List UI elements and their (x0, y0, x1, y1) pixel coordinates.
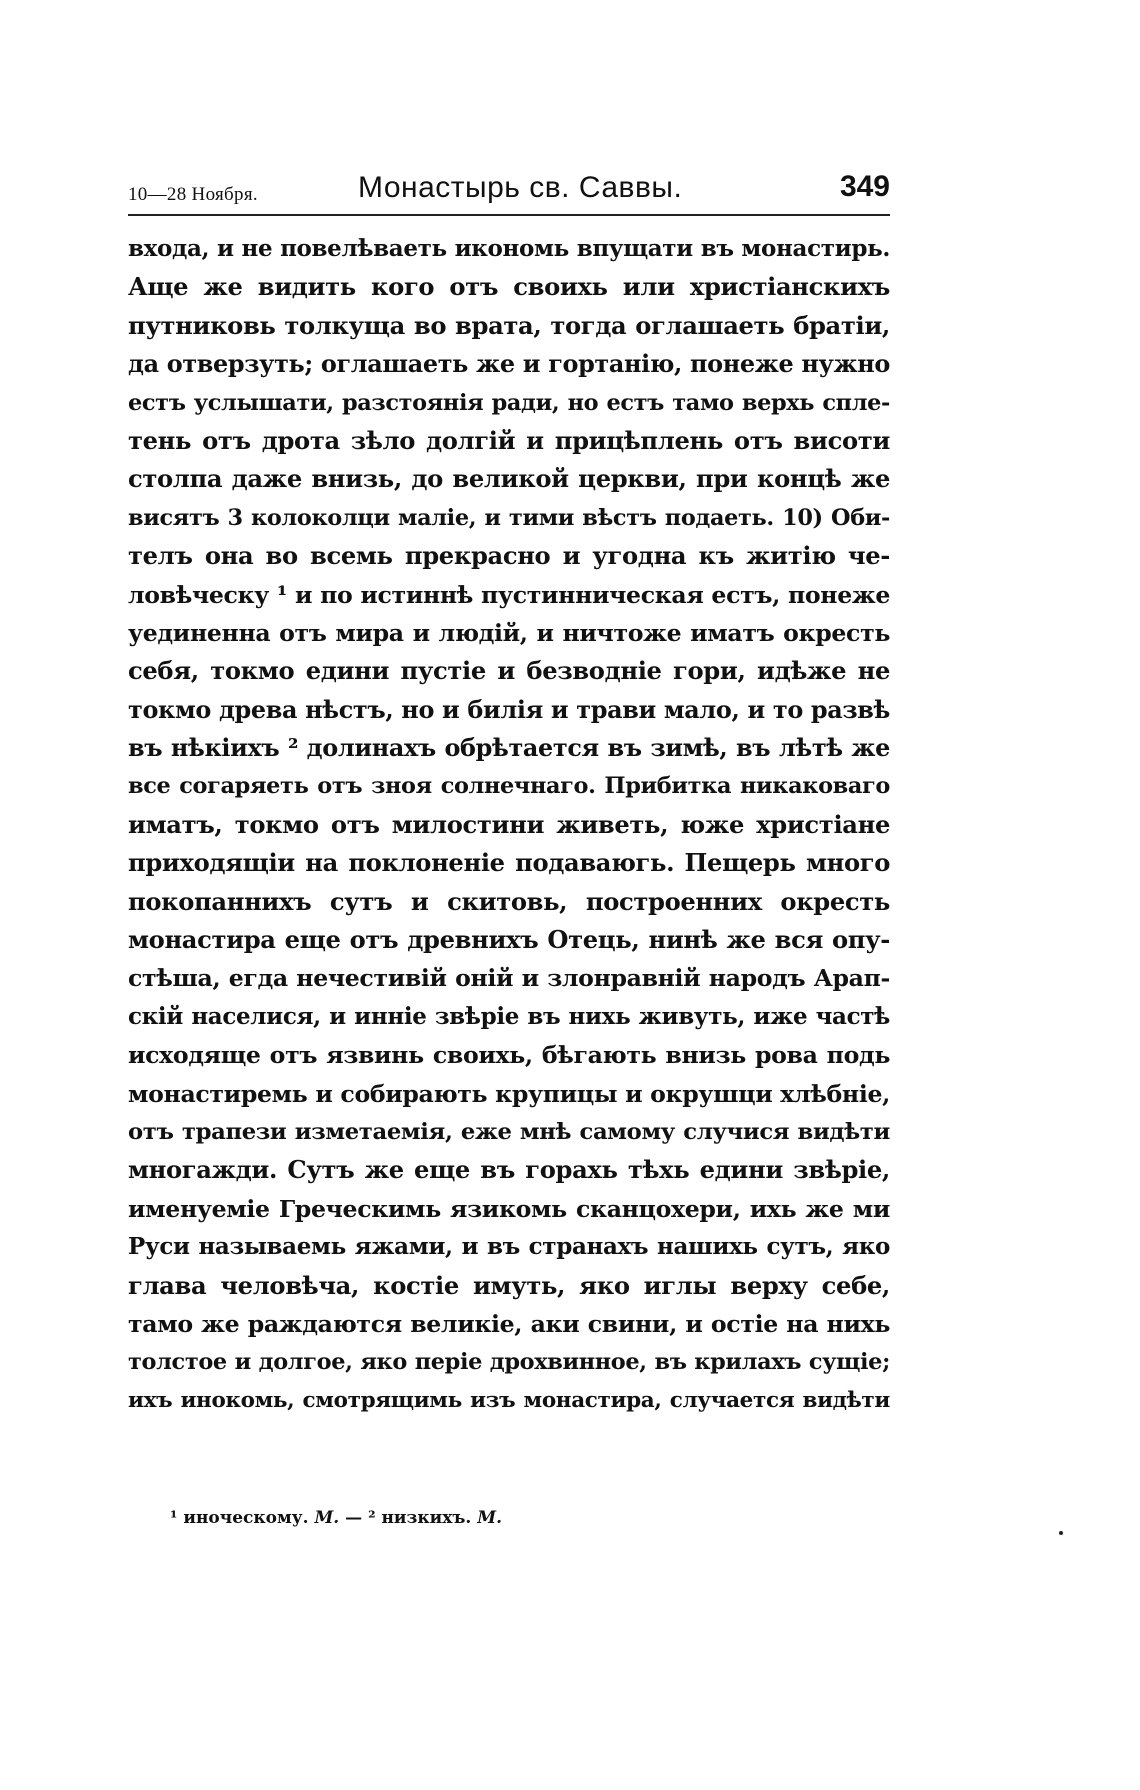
footnote-1-text: иноческому. (183, 1508, 309, 1528)
book-page (128, 168, 890, 1768)
body-line: глава человѣча, костіе имуть, яко иглы верху себе, (128, 1270, 890, 1300)
body-line: себя, токмо едини пустіе и безводніе гори, идѣже не (128, 656, 890, 686)
footnotes (170, 1508, 502, 1528)
date-range: 10—28 Ноября. (128, 184, 258, 205)
chapter-title: Монастырь св. Саввы. (358, 171, 683, 204)
scan-speck (1059, 1531, 1063, 1535)
body-text (128, 230, 890, 1420)
body-line: Аще же видить кого отъ своихь или христіанскихъ (128, 272, 890, 302)
body-line: приходящіи на поклоненіе подаваюгь. Пещерь много (128, 848, 890, 878)
body-line: токмо древа нѣстъ, но и билія и трави мало, и то развѣ (128, 695, 890, 724)
footnote-1-source: М. (314, 1508, 340, 1528)
body-line: иматъ, токмо отъ милостини живеть, юже христіане (128, 809, 890, 839)
body-line: телъ она во всемь прекрасно и угодна къ житію че- (128, 541, 890, 571)
body-line: столпа даже внизь, до великой церкви, при концѣ же (128, 464, 890, 494)
body-line: уединенна отъ мира и людій, и ничтоже иматъ окресть (128, 618, 890, 647)
body-line: все согаряеть отъ зноя солнечнаго. Прибитка никаковаго (128, 773, 890, 800)
body-line: Руси называемь яжами, и въ странахъ нашихь сутъ, яко (128, 1233, 890, 1261)
footnote-2 (368, 1508, 502, 1528)
body-line: отъ трапези изметаемія, еже мнѣ самому случися видѣти (128, 1118, 890, 1145)
body-line: ловѣческу ¹ и по истиннѣ пустинническая естъ, понеже (128, 580, 890, 609)
body-line: монастира еще отъ древнихъ Отець, нинѣ же вся опу- (128, 925, 890, 955)
footnote-1 (170, 1508, 345, 1528)
running-head (128, 168, 890, 216)
body-line: исходяще отъ язвинь своихь, бѣгають внизь рова подь (128, 1041, 890, 1070)
footnote-2-text: низкихъ. (381, 1508, 472, 1528)
page-number: 349 (839, 170, 890, 203)
body-line: тень отъ дрота зѣло долгій и прицѣплень отъ висоти (128, 425, 890, 455)
body-line: покопаннихъ сутъ и скитовь, построенних окресть (128, 886, 890, 916)
footnote-separator: — (345, 1508, 363, 1528)
body-line: скій населися, и инніе звѣріе въ нихь живуть, иже частѣ (128, 1002, 890, 1030)
body-line: да отверзуть; оглашаеть же и гортанію, понеже нужно (128, 350, 890, 379)
body-line: стѣша, егда нечестивій оній и злонравній народъ Арап- (128, 964, 890, 993)
footnote-2-marker: ² (368, 1508, 376, 1528)
body-line: въ нѣкіихъ ² долинахъ обрѣтается въ зимѣ, въ лѣтѣ же (128, 734, 890, 763)
footnote-2-source: М. (477, 1508, 503, 1528)
body-line: монастиремь и собирають крупицы и окрушци хлѣбніе, (128, 1079, 890, 1108)
body-line: входа, и не повелѣваеть икономь впущати въ монастирь. (128, 235, 890, 262)
body-line: тамо же раждаются великіе, аки свини, и остіе на нихь (128, 1309, 890, 1338)
body-line: толстое и долгое, яко періе дрохвинное, въ крилахъ сущіе; (128, 1349, 890, 1376)
body-line: многажди. Сутъ же еще въ горахь тѣхь едини звѣріе, (128, 1155, 890, 1185)
footnote-1-marker: ¹ (170, 1508, 178, 1528)
body-line: естъ услышати, разстоянія ради, но естъ тамо верхь спле- (128, 389, 890, 416)
body-line: висятъ 3 колоколци маліе, и тими вѣстъ подаеть. 10) Оби- (128, 504, 890, 531)
body-line: именуеміе Греческимь язикомь сканцохери, ихь же ми (128, 1194, 890, 1223)
body-line: ихъ инокомь, смотрящимь изъ монастира, случается видѣти (128, 1387, 890, 1413)
body-line: путниковь толкуща во врата, тогда оглашаеть братіи, (128, 310, 890, 340)
